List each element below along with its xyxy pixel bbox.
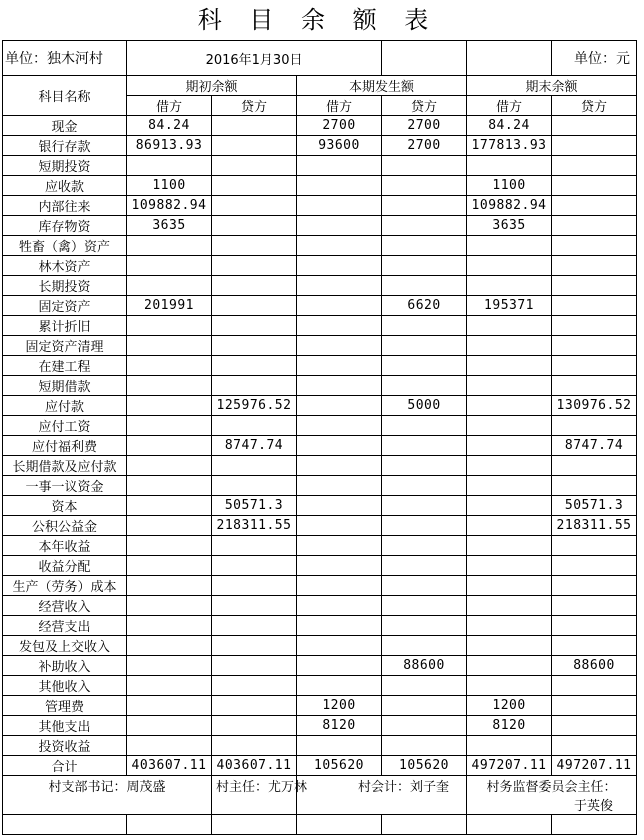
amount-cell	[382, 216, 467, 236]
amount-cell	[552, 236, 637, 256]
amount-cell	[212, 416, 297, 436]
amount-cell: 8747.74	[212, 436, 297, 456]
amount-cell	[552, 736, 637, 756]
amount-cell	[127, 736, 212, 756]
amount-cell	[212, 136, 297, 156]
blank-cell	[467, 815, 552, 835]
blank-cell	[382, 815, 467, 835]
amount-cell	[467, 436, 552, 456]
amount-cell	[297, 516, 382, 536]
amount-cell	[467, 496, 552, 516]
amount-cell	[297, 216, 382, 236]
amount-cell	[297, 536, 382, 556]
amount-cell	[212, 736, 297, 756]
supervisor-name: 于英俊	[574, 799, 614, 814]
amount-cell	[467, 536, 552, 556]
table-row	[3, 656, 637, 676]
blank-row	[3, 815, 637, 835]
table-row	[3, 616, 637, 636]
table-row	[3, 196, 637, 216]
amount-cell	[467, 356, 552, 376]
amount-cell	[467, 276, 552, 296]
amount-cell	[552, 316, 637, 336]
amount-cell	[127, 496, 212, 516]
header-debit: 借方	[467, 96, 552, 116]
table-row	[3, 456, 637, 476]
amount-cell	[552, 416, 637, 436]
table-row	[3, 416, 637, 436]
header-debit: 借方	[127, 96, 212, 116]
account-name: 银行存款	[3, 136, 127, 156]
amount-cell	[127, 436, 212, 456]
table-row	[3, 396, 637, 416]
table-row	[3, 476, 637, 496]
amount-cell	[127, 336, 212, 356]
amount-cell	[467, 516, 552, 536]
account-name: 现金	[3, 116, 127, 136]
report-date: 2016年1月30日	[127, 41, 382, 76]
amount-cell	[127, 716, 212, 736]
amount-cell: 1100	[127, 176, 212, 196]
amount-cell	[297, 336, 382, 356]
amount-cell	[127, 316, 212, 336]
account-name: 内部往来	[3, 196, 127, 216]
account-name: 生产（劳务）成本	[3, 576, 127, 596]
supervisor-signature	[467, 776, 637, 815]
amount-cell	[552, 716, 637, 736]
amount-cell	[297, 616, 382, 636]
table-row	[3, 596, 637, 616]
amount-cell	[382, 436, 467, 456]
amount-cell	[297, 476, 382, 496]
amount-cell	[552, 616, 637, 636]
amount-cell	[382, 316, 467, 336]
amount-cell	[382, 276, 467, 296]
amount-cell	[467, 556, 552, 576]
amount-cell	[467, 336, 552, 356]
amount-cell	[297, 556, 382, 576]
account-name: 管理费	[3, 696, 127, 716]
accountant-signature-text: 村会计：刘子奎	[358, 780, 450, 795]
amount-cell	[212, 616, 297, 636]
table-row	[3, 256, 637, 276]
secretary-signature-text: 村支部书记：周茂盛	[48, 780, 166, 795]
blank-cell	[297, 815, 382, 835]
unit-right: 单位：元	[552, 41, 637, 76]
amount-cell	[382, 196, 467, 216]
amount-cell	[127, 616, 212, 636]
amount-cell	[212, 556, 297, 576]
amount-cell	[467, 256, 552, 276]
amount-cell: 93600	[297, 136, 382, 156]
amount-cell	[297, 496, 382, 516]
amount-cell	[552, 136, 637, 156]
amount-cell: 403607.11	[212, 756, 297, 776]
amount-cell: 105620	[297, 756, 382, 776]
amount-cell	[552, 676, 637, 696]
amount-cell	[552, 336, 637, 356]
account-name: 经营收入	[3, 596, 127, 616]
amount-cell	[212, 536, 297, 556]
amount-cell	[552, 296, 637, 316]
amount-cell	[297, 276, 382, 296]
amount-cell	[212, 296, 297, 316]
amount-cell	[212, 316, 297, 336]
account-name: 合计	[3, 756, 127, 776]
header-credit: 贷方	[552, 96, 637, 116]
amount-cell	[297, 596, 382, 616]
amount-cell	[552, 596, 637, 616]
director-signature-text: 村主任：尤万林	[216, 780, 308, 795]
account-name: 发包及上交收入	[3, 636, 127, 656]
amount-cell	[382, 616, 467, 636]
amount-cell	[382, 536, 467, 556]
balance-table	[2, 40, 637, 835]
header-credit: 贷方	[212, 96, 297, 116]
table-row	[3, 316, 637, 336]
account-name: 应付款	[3, 396, 127, 416]
amount-cell	[552, 536, 637, 556]
amount-cell: 125976.52	[212, 396, 297, 416]
table-row	[3, 236, 637, 256]
amount-cell	[382, 476, 467, 496]
amount-cell	[467, 476, 552, 496]
amount-cell	[382, 556, 467, 576]
supervisor-title: 村务监督委员会主任：	[486, 780, 617, 795]
amount-cell	[297, 656, 382, 676]
amount-cell	[552, 156, 637, 176]
table-row	[3, 636, 637, 656]
amount-cell	[467, 596, 552, 616]
amount-cell	[552, 356, 637, 376]
amount-cell	[552, 476, 637, 496]
amount-cell: 201991	[127, 296, 212, 316]
amount-cell	[467, 636, 552, 656]
amount-cell	[297, 576, 382, 596]
amount-cell	[212, 276, 297, 296]
amount-cell	[297, 256, 382, 276]
amount-cell	[127, 276, 212, 296]
accountant-signature	[297, 776, 467, 815]
amount-cell	[552, 116, 637, 136]
amount-cell	[297, 676, 382, 696]
amount-cell: 1200	[467, 696, 552, 716]
amount-cell	[297, 356, 382, 376]
amount-cell	[467, 676, 552, 696]
table-row	[3, 136, 637, 156]
amount-cell	[552, 216, 637, 236]
amount-cell	[127, 236, 212, 256]
amount-cell: 88600	[552, 656, 637, 676]
amount-cell: 3635	[467, 216, 552, 236]
amount-cell	[212, 336, 297, 356]
amount-cell	[382, 376, 467, 396]
account-name: 固定资产清理	[3, 336, 127, 356]
amount-cell	[212, 476, 297, 496]
blank-cell	[3, 815, 127, 835]
amount-cell	[467, 416, 552, 436]
amount-cell	[297, 376, 382, 396]
amount-cell	[127, 376, 212, 396]
amount-cell	[297, 456, 382, 476]
amount-cell: 86913.93	[127, 136, 212, 156]
amount-cell	[382, 336, 467, 356]
amount-cell	[297, 436, 382, 456]
amount-cell	[212, 196, 297, 216]
info-row	[3, 41, 637, 76]
amount-cell	[467, 656, 552, 676]
amount-cell	[382, 156, 467, 176]
amount-cell	[297, 296, 382, 316]
amount-cell	[127, 536, 212, 556]
amount-cell: 218311.55	[552, 516, 637, 536]
account-name: 一事一议资金	[3, 476, 127, 496]
account-name: 公积公益金	[3, 516, 127, 536]
table-row	[3, 676, 637, 696]
amount-cell: 497207.11	[467, 756, 552, 776]
amount-cell	[127, 356, 212, 376]
amount-cell	[127, 556, 212, 576]
amount-cell	[212, 696, 297, 716]
amount-cell	[552, 256, 637, 276]
amount-cell	[297, 396, 382, 416]
amount-cell	[382, 696, 467, 716]
amount-cell	[552, 456, 637, 476]
amount-cell: 497207.11	[552, 756, 637, 776]
table-row	[3, 176, 637, 196]
header-debit: 借方	[297, 96, 382, 116]
account-name: 补助收入	[3, 656, 127, 676]
header-credit: 贷方	[382, 96, 467, 116]
director-signature	[212, 776, 308, 815]
amount-cell	[212, 116, 297, 136]
account-name: 其他支出	[3, 716, 127, 736]
header-closing: 期末余额	[467, 76, 637, 96]
amount-cell	[212, 156, 297, 176]
amount-cell	[382, 176, 467, 196]
amount-cell	[552, 696, 637, 716]
amount-cell	[127, 516, 212, 536]
account-name: 库存物资	[3, 216, 127, 236]
amount-cell	[297, 416, 382, 436]
amount-cell	[127, 636, 212, 656]
amount-cell: 2700	[382, 116, 467, 136]
amount-cell	[382, 676, 467, 696]
amount-cell: 1200	[297, 696, 382, 716]
amount-cell	[467, 576, 552, 596]
amount-cell	[552, 576, 637, 596]
header-opening: 期初余额	[127, 76, 297, 96]
amount-cell	[212, 676, 297, 696]
amount-cell: 2700	[382, 136, 467, 156]
amount-cell	[382, 356, 467, 376]
amount-cell	[127, 696, 212, 716]
amount-cell	[552, 176, 637, 196]
amount-cell: 50571.3	[212, 496, 297, 516]
account-name: 投资收益	[3, 736, 127, 756]
table-row	[3, 336, 637, 356]
amount-cell	[212, 376, 297, 396]
amount-cell	[467, 396, 552, 416]
table-row	[3, 436, 637, 456]
amount-cell	[467, 316, 552, 336]
account-name: 短期借款	[3, 376, 127, 396]
amount-cell	[382, 596, 467, 616]
amount-cell	[212, 216, 297, 236]
amount-cell	[382, 256, 467, 276]
amount-cell: 195371	[467, 296, 552, 316]
table-row	[3, 756, 637, 776]
amount-cell	[467, 376, 552, 396]
table-row	[3, 736, 637, 756]
amount-cell: 177813.93	[467, 136, 552, 156]
amount-cell	[467, 736, 552, 756]
amount-cell	[212, 656, 297, 676]
amount-cell	[212, 596, 297, 616]
account-name: 收益分配	[3, 556, 127, 576]
amount-cell	[127, 156, 212, 176]
amount-cell: 84.24	[127, 116, 212, 136]
account-name: 短期投资	[3, 156, 127, 176]
amount-cell	[297, 176, 382, 196]
amount-cell	[297, 636, 382, 656]
amount-cell: 218311.55	[212, 516, 297, 536]
amount-cell: 3635	[127, 216, 212, 236]
amount-cell	[382, 456, 467, 476]
table-row	[3, 576, 637, 596]
table-row	[3, 276, 637, 296]
account-name: 林木资产	[3, 256, 127, 276]
amount-cell	[127, 456, 212, 476]
amount-cell	[127, 476, 212, 496]
report-title: 科 目 余 额 表	[197, 6, 439, 34]
account-name: 在建工程	[3, 356, 127, 376]
account-name: 应付工资	[3, 416, 127, 436]
amount-cell	[297, 196, 382, 216]
table-row	[3, 536, 637, 556]
amount-cell: 8120	[467, 716, 552, 736]
amount-cell	[297, 316, 382, 336]
account-name: 其他收入	[3, 676, 127, 696]
amount-cell: 2700	[297, 116, 382, 136]
amount-cell	[552, 556, 637, 576]
amount-cell: 5000	[382, 396, 467, 416]
amount-cell	[467, 156, 552, 176]
account-name: 本年收益	[3, 536, 127, 556]
secretary-signature	[3, 776, 212, 815]
amount-cell: 50571.3	[552, 496, 637, 516]
amount-cell: 105620	[382, 756, 467, 776]
amount-cell: 109882.94	[467, 196, 552, 216]
amount-cell	[382, 516, 467, 536]
amount-cell	[212, 576, 297, 596]
amount-cell	[127, 656, 212, 676]
amount-cell	[467, 456, 552, 476]
amount-cell	[467, 236, 552, 256]
header-name: 科目名称	[3, 76, 127, 116]
amount-cell: 8747.74	[552, 436, 637, 456]
header-current: 本期发生额	[297, 76, 467, 96]
account-name: 牲畜（禽）资产	[3, 236, 127, 256]
amount-cell	[552, 196, 637, 216]
amount-cell	[552, 636, 637, 656]
account-name: 资本	[3, 496, 127, 516]
amount-cell	[382, 576, 467, 596]
amount-cell	[382, 496, 467, 516]
table-row	[3, 716, 637, 736]
blank-cell	[552, 815, 637, 835]
amount-cell	[212, 716, 297, 736]
table-row	[3, 516, 637, 536]
amount-cell	[127, 596, 212, 616]
amount-cell: 130976.52	[552, 396, 637, 416]
signature-row	[3, 776, 637, 815]
amount-cell	[297, 236, 382, 256]
amount-cell	[552, 276, 637, 296]
account-name: 应收款	[3, 176, 127, 196]
amount-cell	[467, 616, 552, 636]
amount-cell	[212, 256, 297, 276]
blank-cell	[212, 815, 297, 835]
amount-cell	[382, 416, 467, 436]
amount-cell	[382, 716, 467, 736]
account-name: 应付福利费	[3, 436, 127, 456]
amount-cell	[552, 376, 637, 396]
amount-cell	[382, 636, 467, 656]
amount-cell	[127, 396, 212, 416]
amount-cell: 109882.94	[127, 196, 212, 216]
amount-cell	[212, 456, 297, 476]
amount-cell: 403607.11	[127, 756, 212, 776]
amount-cell	[382, 236, 467, 256]
account-name: 长期投资	[3, 276, 127, 296]
amount-cell	[127, 576, 212, 596]
amount-cell	[127, 676, 212, 696]
amount-cell: 8120	[297, 716, 382, 736]
table-row	[3, 376, 637, 396]
amount-cell	[212, 176, 297, 196]
table-row	[3, 216, 637, 236]
account-name: 经营支出	[3, 616, 127, 636]
unit-left: 单位：独木河村	[3, 41, 127, 76]
table-row	[3, 296, 637, 316]
amount-cell	[212, 636, 297, 656]
header-row-1	[3, 76, 637, 96]
amount-cell: 84.24	[467, 116, 552, 136]
table-row	[3, 156, 637, 176]
amount-cell	[297, 736, 382, 756]
amount-cell	[127, 256, 212, 276]
table-row	[3, 116, 637, 136]
amount-cell	[212, 356, 297, 376]
amount-cell: 6620	[382, 296, 467, 316]
account-name: 长期借款及应付款	[3, 456, 127, 476]
amount-cell: 1100	[467, 176, 552, 196]
table-row	[3, 696, 637, 716]
blank-cell	[127, 815, 212, 835]
table-row	[3, 556, 637, 576]
table-row	[3, 356, 637, 376]
amount-cell	[212, 236, 297, 256]
account-name: 累计折旧	[3, 316, 127, 336]
account-name: 固定资产	[3, 296, 127, 316]
amount-cell	[127, 416, 212, 436]
amount-cell	[382, 736, 467, 756]
amount-cell	[297, 156, 382, 176]
table-row	[3, 496, 637, 516]
amount-cell: 88600	[382, 656, 467, 676]
